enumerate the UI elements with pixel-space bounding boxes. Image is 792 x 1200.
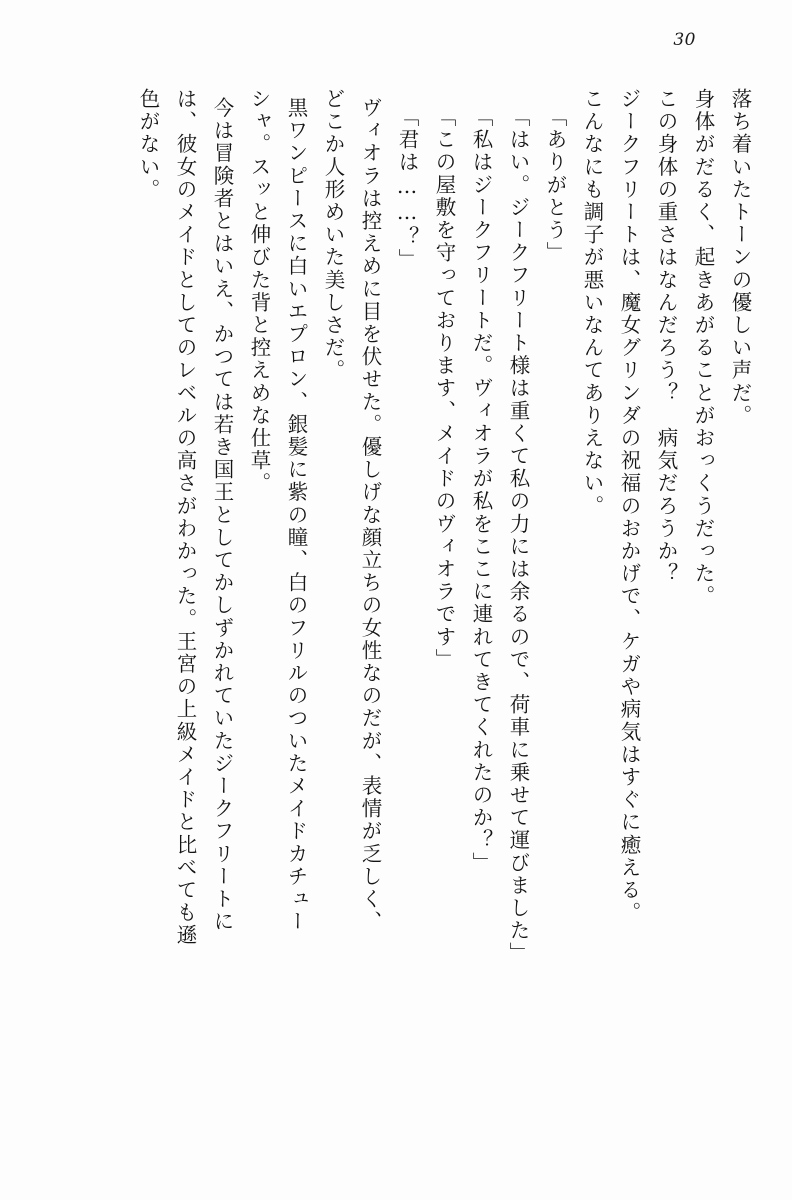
text-column: 「君は……？」 (395, 106, 419, 272)
page-number: 30 (673, 30, 696, 50)
text-column: 「この屋敷を守っております、メイドのヴィオラです」 (432, 106, 456, 671)
text-column: 落ち着いたトーンの優しい声だ。 (728, 88, 752, 427)
text-column: 「ありがとう」 (543, 106, 567, 265)
text-column: 色がない。 (136, 88, 160, 201)
text-column: シャ。スッと伸びた背と控えめな仕草。 (247, 88, 271, 495)
text-column: は、彼女のメイドとしてのレベルの高さがわかった。王宮の上級メイドと比べても遜 (173, 88, 197, 947)
text-column: 黒ワンピースに白いエプロン、銀髪に紫の瞳、白のフリルのついたメイドカチュー (284, 97, 308, 934)
text-column: どこか人形めいた美しさだ。 (321, 88, 345, 382)
text-column: 身体がだるく、起きあがることがおっくうだった。 (691, 88, 715, 608)
text-column: 「私はジークフリートだ。ヴィオラが私をここに連れてきてくれたのか？」 (469, 106, 493, 875)
text-column: ヴィオラは控えめに目を伏せた。優しげな顔立ちの女性なのだが、表情が乏しく、 (358, 97, 382, 934)
text-column: ジークフリートは、魔女グリンダの祝福のおかげで、ケガや病気はすぐに癒える。 (617, 88, 641, 925)
vertical-text-body (42, 88, 750, 1150)
text-column: 「はい。ジークフリート様は重くて私の力には余るので、荷車に乗せて運びました」 (506, 106, 530, 965)
text-column: 今は冒険者とはいえ、かつては若き国王としてかしずかれていたジークフリートに (210, 97, 234, 934)
text-column: この身体の重さはなんだろう？ 病気だろうか？ (654, 88, 678, 586)
text-column: こんなにも調子が悪いなんてありえない。 (580, 88, 604, 518)
